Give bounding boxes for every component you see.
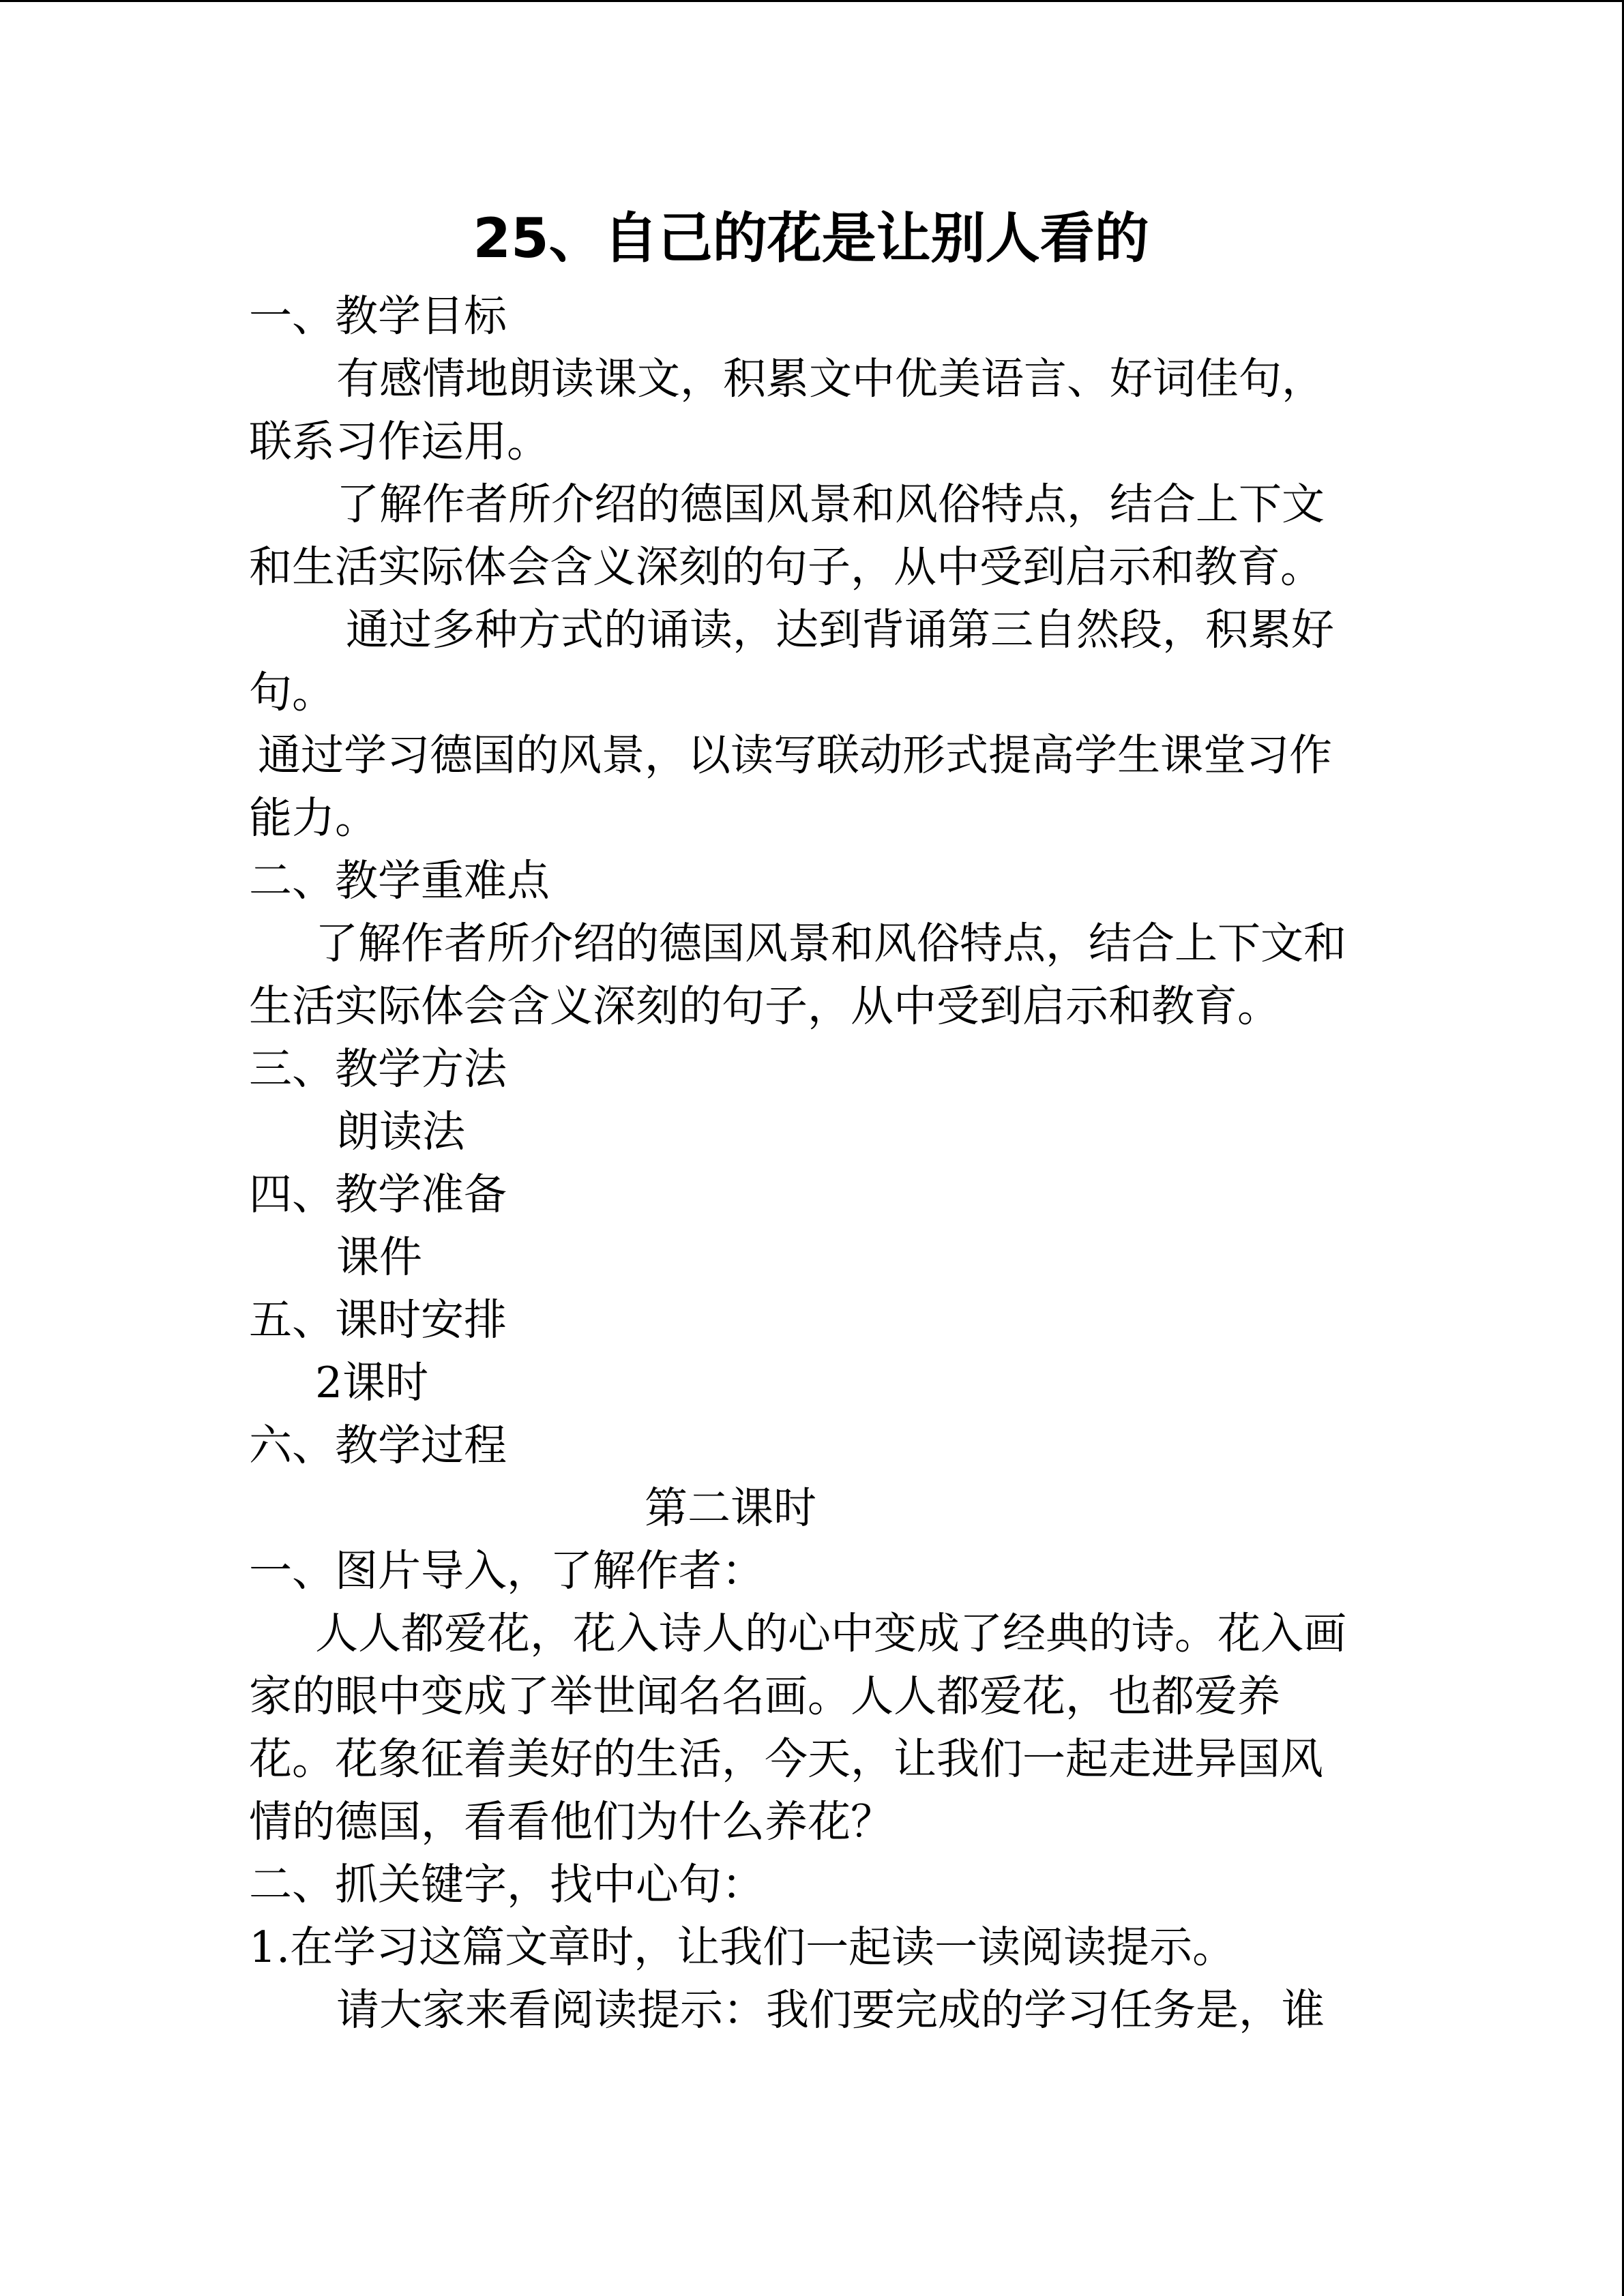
objective-1-line-2: 联系习作运用。 <box>249 417 550 466</box>
objective-4-line-2: 能力。 <box>249 793 378 843</box>
objective-3-line-1: 通过多种方式的诵读，达到背诵第三自然段，积累好 <box>346 605 1334 655</box>
key-difficulties-line-1: 了解作者所介绍的德国风景和风俗特点，结合上下文和 <box>315 919 1346 968</box>
objective-4-line-1: 通过学习德国的风景，以读写联动形式提高学生课堂习作 <box>258 730 1332 780</box>
step-2-heading: 二、抓关键字，找中心句： <box>249 1860 765 1909</box>
step-1-line-4: 情的德国，看看他们为什么养花？ <box>249 1797 894 1847</box>
preparation-content: 课件 <box>336 1232 422 1282</box>
step-2-line-2: 请大家来看阅读提示：我们要完成的学习任务是，谁 <box>336 1985 1325 2035</box>
step-1-line-1: 人人都爱花，花入诗人的心中变成了经典的诗。花入画 <box>315 1609 1346 1658</box>
step-1-heading: 一、图片导入，了解作者： <box>249 1546 765 1596</box>
section-heading-objectives: 一、教学目标 <box>249 291 507 341</box>
section-heading-method: 三、教学方法 <box>249 1044 507 1094</box>
section-heading-process: 六、教学过程 <box>249 1420 507 1470</box>
key-difficulties-line-2: 生活实际体会含义深刻的句子，从中受到启示和教育。 <box>249 981 1280 1031</box>
lesson-label: 第二课时 <box>645 1483 816 1533</box>
document-body <box>249 285 1606 2042</box>
objective-2-line-1: 了解作者所介绍的德国风景和风俗特点，结合上下文 <box>336 479 1325 529</box>
objective-3-line-2: 句。 <box>249 668 335 717</box>
section-heading-schedule: 五、课时安排 <box>249 1295 507 1345</box>
document-title: 25、自己的花是让别人看的 <box>473 207 1149 270</box>
method-content: 朗读法 <box>336 1107 465 1157</box>
section-heading-preparation: 四、教学准备 <box>249 1169 507 1219</box>
step-1-line-3: 花。花象征着美好的生活，今天，让我们一起走进异国风 <box>249 1734 1323 1784</box>
step-1-line-2: 家的眼中变成了举世闻名名画。人人都爱花，也都爱养 <box>249 1671 1280 1721</box>
schedule-content: 2课时 <box>315 1358 429 1407</box>
objective-1-line-1: 有感情地朗读课文，积累文中优美语言、好词佳句， <box>336 354 1325 404</box>
step-2-line-1: 1.在学习这篇文章时，让我们一起读一读阅读提示。 <box>249 1922 1236 1972</box>
objective-2-line-2: 和生活实际体会含义深刻的句子，从中受到启示和教育。 <box>249 542 1323 592</box>
section-heading-key-difficulties: 二、教学重难点 <box>249 856 550 906</box>
